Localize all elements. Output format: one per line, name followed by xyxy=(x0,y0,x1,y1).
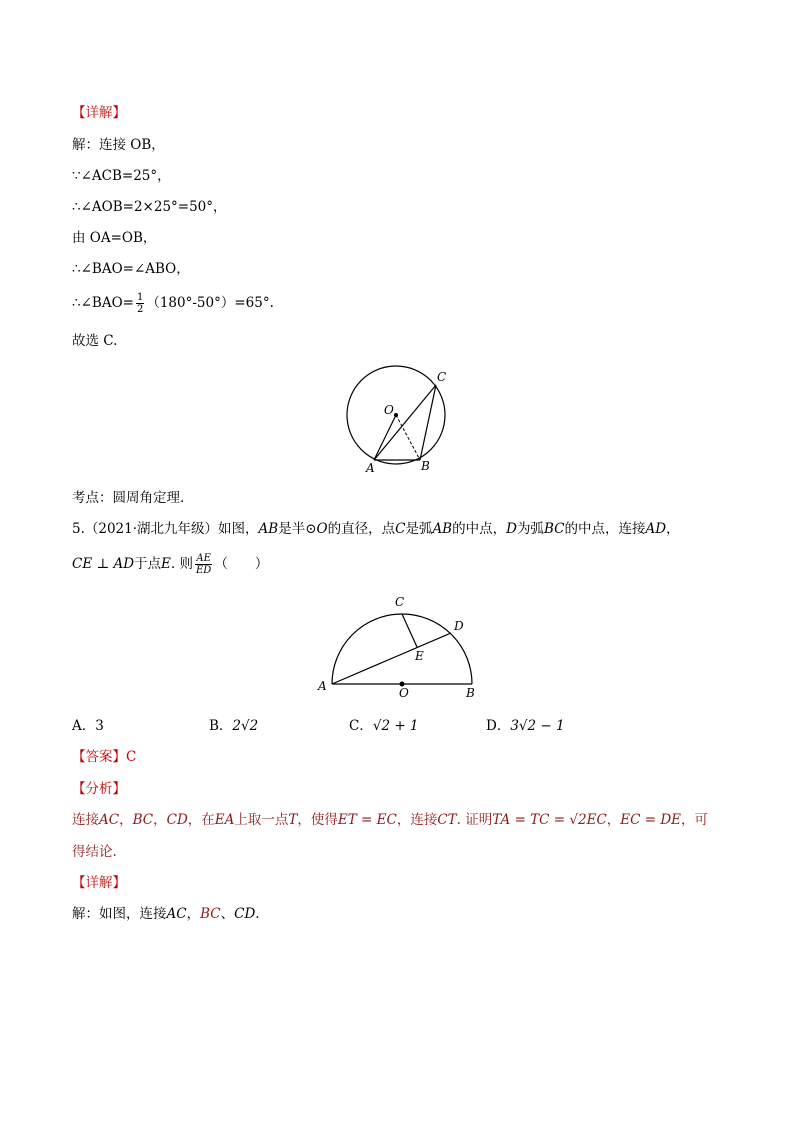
analysis-bc: BC xyxy=(132,812,154,828)
semicircle-arc xyxy=(332,614,472,684)
solution-line-6-suffix: （180°-50°）=65°. xyxy=(146,295,274,311)
solution-line-1: 解：连接 OB， xyxy=(72,137,165,153)
q5-text-1: 是半⊙ xyxy=(278,521,317,537)
label-c: C xyxy=(395,595,405,609)
q5-d: D xyxy=(506,521,517,537)
q5-e: E xyxy=(161,556,171,572)
answer-value: C xyxy=(126,749,137,765)
solution-2-text: 解：如图，连接 xyxy=(72,906,167,922)
solution-line-7: 故选 C. xyxy=(72,333,118,349)
analysis-text-6: . 证明 xyxy=(456,812,493,828)
segment-bc xyxy=(420,385,436,460)
solution-line-4: 由 OA=OB， xyxy=(72,230,157,246)
segment-ob-dashed xyxy=(396,415,420,460)
analysis-ac: AC xyxy=(99,812,120,828)
answer-tag: 【答案】 xyxy=(72,749,126,765)
half-fraction xyxy=(136,292,144,315)
fraction-denominator: 2 xyxy=(136,304,144,315)
segment-ac xyxy=(374,385,436,460)
q5-ab-arc: AB xyxy=(432,521,453,537)
ratio-denominator: ED xyxy=(196,565,212,576)
ratio-numerator: AE xyxy=(196,553,211,564)
option-c-value: √2 + 1 xyxy=(372,718,419,734)
q5-ad: AD xyxy=(645,521,667,537)
analysis-text-1: 连接 xyxy=(72,812,99,828)
detail-heading-2: 【详解】 xyxy=(72,875,126,891)
q5-perpendicular: CE ⊥ AD xyxy=(72,556,135,572)
analysis-sep-3: ， xyxy=(606,812,621,828)
solution-line-3: ∴∠AOB=2×25°=50°， xyxy=(72,199,227,215)
label-b: B xyxy=(421,459,430,473)
label-o: O xyxy=(384,403,394,417)
label-e: E xyxy=(415,649,424,663)
analysis-heading: 【分析】 xyxy=(72,781,126,797)
label-o: O xyxy=(399,686,409,700)
center-point-o xyxy=(394,413,398,417)
solution-line-6-prefix: ∴∠BAO= xyxy=(72,295,134,311)
q5-o: O xyxy=(316,521,328,537)
semicircle-figure xyxy=(315,590,495,705)
option-d-value: 3√2 − 1 xyxy=(510,718,565,734)
solution-2-bc: BC xyxy=(200,906,221,922)
analysis-text-3: 上取一点 xyxy=(234,812,289,828)
analysis-line-2: 得结论. xyxy=(72,844,117,860)
kaodian-line: 考点：圆周角定理. xyxy=(72,490,185,506)
option-d-label: D． xyxy=(486,718,511,734)
solution-2-ac: AC xyxy=(166,906,187,922)
label-b: B xyxy=(466,686,475,700)
analysis-text-5: ，连接 xyxy=(396,812,438,828)
analysis-line-1 xyxy=(72,811,708,829)
q5-text-7: ， xyxy=(666,521,680,537)
question-5-line-1 xyxy=(72,520,680,538)
q5-text-4: 的中点， xyxy=(452,521,507,537)
option-b xyxy=(209,717,258,735)
solution-line-5: ∴∠BAO=∠ABO， xyxy=(72,261,190,277)
question-5-line-2 xyxy=(72,553,268,576)
q5-text-3: 是弧 xyxy=(405,521,433,537)
q5-text-8: 于点 xyxy=(134,556,162,572)
solution-2-end: . xyxy=(255,906,260,922)
solution-line-2: ∵∠ACB=25°， xyxy=(72,168,171,184)
label-a: A xyxy=(318,679,327,693)
answer-blank: （ ） xyxy=(214,556,269,572)
solution-line-6 xyxy=(72,292,274,315)
analysis-cd: CD xyxy=(166,812,188,828)
q5-c: C xyxy=(395,521,406,537)
label-c: C xyxy=(437,370,447,384)
q5-text-6: 的中点，连接 xyxy=(564,521,646,537)
q5-text-2: 的直径，点 xyxy=(327,521,396,537)
q5-text-5: 为弧 xyxy=(516,521,544,537)
segment-ce xyxy=(402,614,417,647)
q5-text-9: . 则 xyxy=(170,556,193,572)
answer-line xyxy=(72,748,136,766)
solution-2-sep-2: 、 xyxy=(220,906,235,922)
label-a: A xyxy=(366,461,375,475)
solution-2-line-1 xyxy=(72,905,260,923)
analysis-et-ec: ET = EC xyxy=(337,812,397,828)
analysis-sep-2: ， xyxy=(153,812,167,828)
ratio-fraction xyxy=(195,553,212,576)
q5-ab: AB xyxy=(258,521,279,537)
analysis-text-2: ，在 xyxy=(187,812,215,828)
circle-figure xyxy=(340,360,460,480)
analysis-ea: EA xyxy=(214,812,235,828)
solution-2-cd: CD xyxy=(234,906,256,922)
option-b-value: 2√2 xyxy=(232,718,259,734)
analysis-ec-de: EC = DE xyxy=(620,812,682,828)
solution-2-sep-1: ， xyxy=(186,906,201,922)
label-d: D xyxy=(454,619,464,633)
q5-prefix: 5.（2021·湖北九年级）如图， xyxy=(72,521,259,537)
analysis-ct: CT xyxy=(437,812,457,828)
option-c xyxy=(349,717,419,735)
option-b-label: B． xyxy=(209,718,233,734)
q5-bc-arc: BC xyxy=(543,521,565,537)
analysis-text-4: ，使得 xyxy=(297,812,338,828)
analysis-ta-tc: TA = TC = √2EC xyxy=(492,812,607,828)
fraction-numerator: 1 xyxy=(136,292,144,303)
analysis-text-7: ，可 xyxy=(681,812,709,828)
option-a: A．3 xyxy=(72,718,104,734)
option-c-label: C． xyxy=(349,718,373,734)
analysis-sep-1: ， xyxy=(119,812,133,828)
segment-ad xyxy=(332,633,451,684)
option-d xyxy=(486,717,565,735)
detail-heading-1: 【详解】 xyxy=(72,105,126,121)
analysis-t: T xyxy=(288,812,298,828)
